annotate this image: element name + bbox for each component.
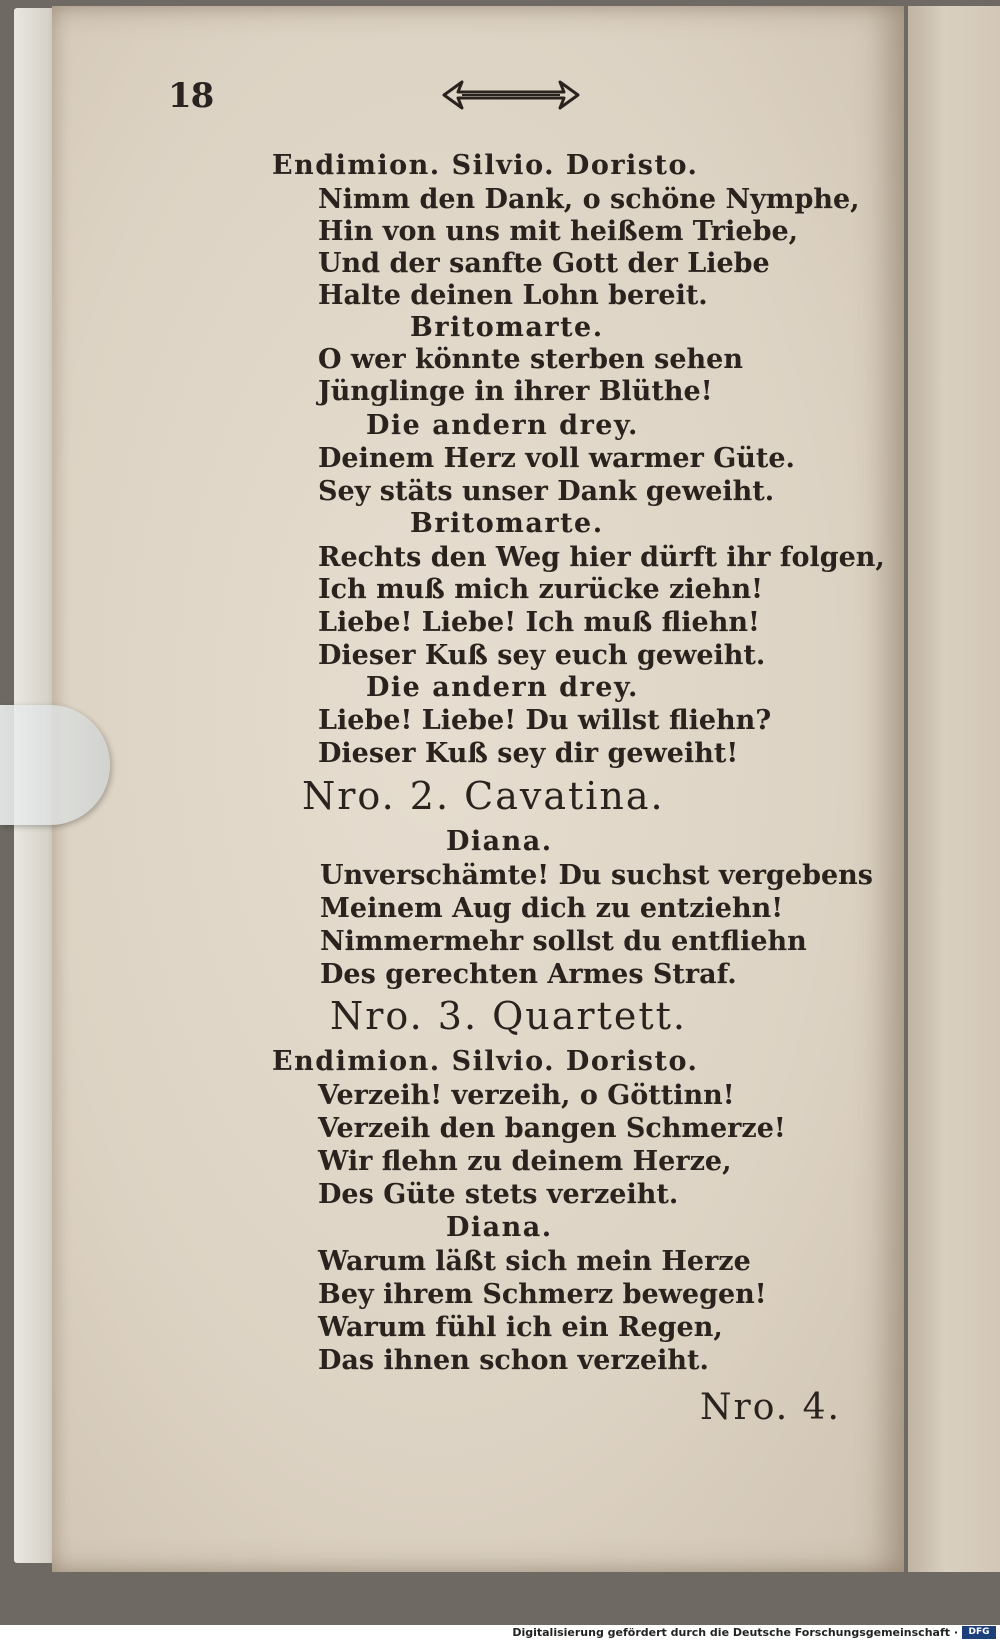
speaker-line: Endimion. Silvio. Doristo. [272,150,699,181]
facing-page-edge [908,6,1000,1572]
verse-line: Das ihnen schon verzeiht. [318,1345,709,1376]
verse-line: Jünglinge in ihrer Blüthe! [318,376,713,407]
speaker-line: Endimion. Silvio. Doristo. [272,1046,699,1077]
funding-credit: Digitalisierung gefördert durch die Deutsche Forschungsgemeinschaft · [512,1626,958,1639]
speaker-line: Diana. [446,826,553,857]
verse-line: Rechts den Weg hier dürft ihr folgen, [318,542,885,573]
verse-line: Sey stäts unser Dank geweiht. [318,476,775,507]
verse-line: Und der sanfte Gott der Liebe [318,248,770,279]
verse-line: Deinem Herz voll warmer Güte. [318,443,795,474]
verse-line: Ich muß mich zurücke ziehn! [318,574,763,605]
verse-line: Hin von uns mit heißem Triebe, [318,216,799,247]
verse-line: Liebe! Liebe! Du willst fliehn? [318,705,772,736]
catchword: Nro. 4. [700,1387,841,1428]
speaker-line: Die andern drey. [366,410,639,441]
verse-line: Halte deinen Lohn bereit. [318,280,708,311]
verse-line: Nimm den Dank, o schöne Nymphe, [318,184,860,215]
verse-line: Des Güte stets verzeiht. [318,1179,679,1210]
verse-line: Wir flehn zu deinem Herze, [318,1146,732,1177]
verse-line: Liebe! Liebe! Ich muß fliehn! [318,607,760,638]
verse-line: Warum läßt sich mein Herze [318,1246,751,1277]
dfg-logo: DFG [962,1626,996,1639]
speaker-line: Britomarte. [410,312,604,343]
verse-line: Dieser Kuß sey dir geweiht! [318,738,739,769]
double-arrow-ornament-icon [440,78,582,112]
speaker-line: Die andern drey. [366,672,639,703]
verse-line: Des gerechten Armes Straf. [320,959,737,990]
section-heading: Nro. 3. Quartett. [330,994,687,1038]
section-heading: Nro. 2. Cavatina. [302,774,665,818]
verse-line: Verzeih den bangen Schmerze! [318,1113,786,1144]
verse-line: Bey ihrem Schmerz bewegen! [318,1279,767,1310]
verse-line: O wer könnte sterben sehen [318,344,743,375]
page-number: 18 [168,76,214,116]
speaker-line: Britomarte. [410,508,604,539]
verse-line: Nimmermehr sollst du entfliehn [320,926,807,957]
verse-line: Dieser Kuß sey euch geweiht. [318,640,766,671]
verse-line: Unverschämte! Du suchst vergebens [320,860,873,891]
verse-line: Warum fühl ich ein Regen, [318,1312,723,1343]
speaker-line: Diana. [446,1212,553,1243]
verse-line: Meinem Aug dich zu entziehn! [320,893,784,924]
verse-line: Verzeih! verzeih, o Göttinn! [318,1080,735,1111]
